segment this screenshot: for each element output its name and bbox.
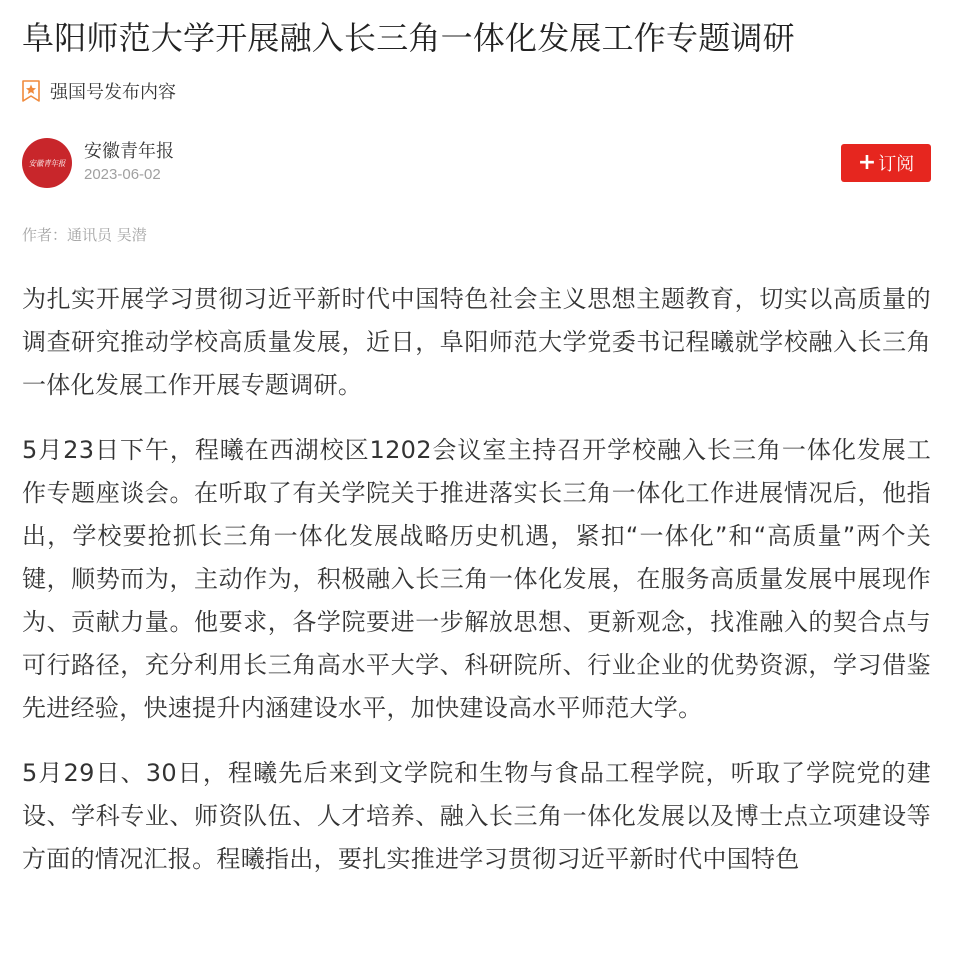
article-paragraph: 5月29日、30日，程曦先后来到文学院和生物与食品工程学院，听取了学院党的建设、学科专业、师资队伍、人才培养、融入长三角一体化发展以及博士点立项建设等方面的情况汇报。程曦指出，要扎实推进学习贯彻习近平新时代中国特色 <box>22 759 931 873</box>
author-info <box>84 140 174 186</box>
account-name[interactable]: 安徽青年报 <box>84 141 174 162</box>
avatar[interactable] <box>22 138 72 188</box>
subscribe-label: 订阅 <box>878 154 915 175</box>
byline: 作者：通讯员 吴潜 <box>22 226 147 244</box>
author-row <box>22 134 931 192</box>
avatar-logo-text: 安徽青年报 <box>28 158 66 168</box>
source-tag-label: 强国号发布内容 <box>50 82 176 103</box>
article-title: 阜阳师范大学开展融入长三角一体化发展工作专题调研 <box>22 19 795 57</box>
plus-icon: + <box>857 150 877 175</box>
article-paragraph: 5月23日下午，程曦在西湖校区1202会议室主持召开学校融入长三角一体化发展工作专题座谈会。在听取了有关学院关于推进落实长三角一体化工作进展情况后，他指出，学校要抢抓长三角一体化发展战略历史机遇，紧扣“一体化”和“高质量”两个关键，顺势而为，主动作为，积极融入长三角一体化发展，在服务高质量发展中展现作为、贡献力量。他要求，各学院要进一步解放思想、更新观念，找准融入的契合点与可行路径，充分利用长三角高水平大学、科研院所、行业企业的优势资源，学习借鉴先进经验，快速提升内涵建设水平，加快建设高水平师范大学。 <box>22 436 931 722</box>
article-body <box>22 278 931 881</box>
article-paragraph: 为扎实开展学习贯彻习近平新时代中国特色社会主义思想主题教育，切实以高质量的调查研究推动学校高质量发展，近日，阜阳师范大学党委书记程曦就学校融入长三角一体化发展工作开展专题调研。 <box>22 285 931 399</box>
subscribe-button[interactable] <box>841 144 931 182</box>
bookmark-star-icon <box>22 80 40 102</box>
source-tag <box>22 78 931 104</box>
publish-date: 2023-06-02 <box>84 166 161 183</box>
